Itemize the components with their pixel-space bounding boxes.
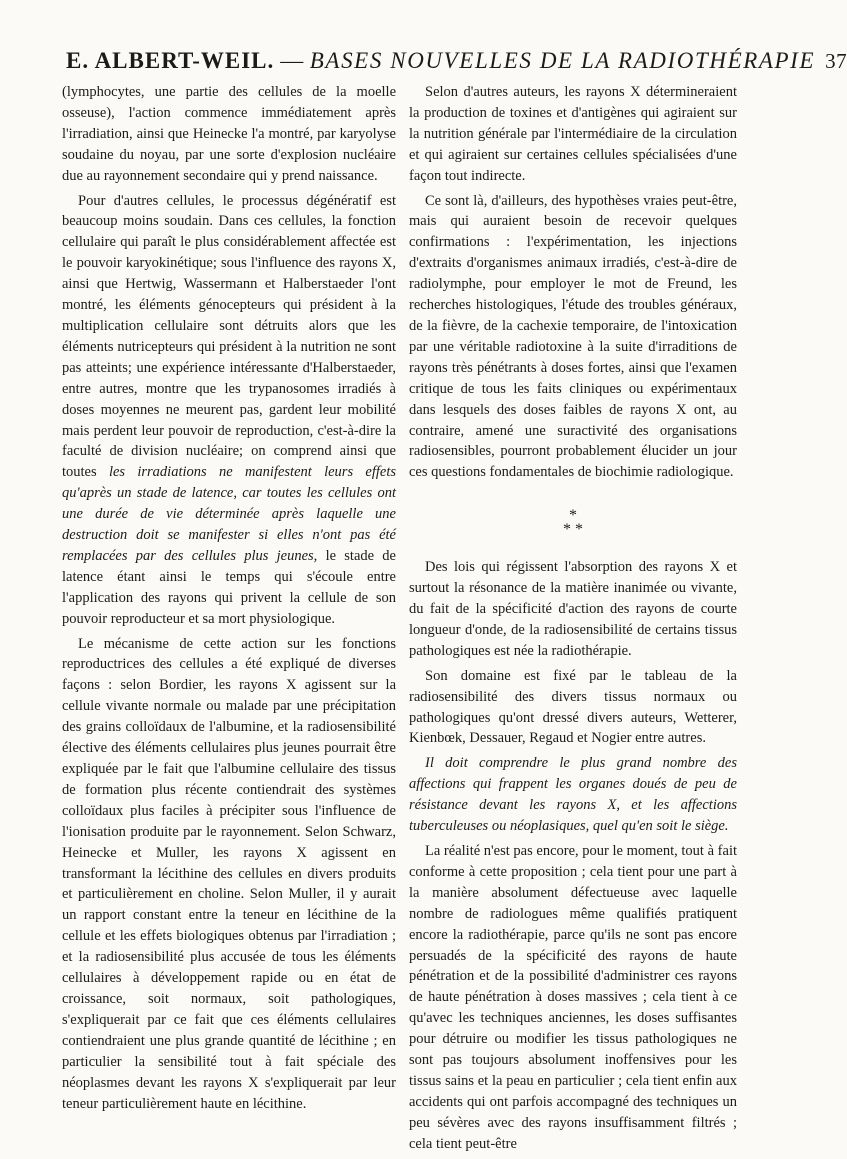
right-paragraph-4: Son domaine est fixé par le tableau de la radiosensibilité des divers tissus normaux ou pathologiques qu'ont dressé divers auteurs, Wetterer, Kienbœk, Dessauer, Regaud et Nogier entre autres. [409,667,737,747]
right-paragraph-6: La réalité n'est pas encore, pour le moment, tout à fait conforme à cette proposition ; cela tient pour une part à la manière absolument défectueuse avec laquelle nombre de radiologues même qualifiés pratiquent encore la radiothérapie, parce qu'ils ne sont pas encore persuadés de la spécificité des rayons de haute pénétration et de la possibilité d'administrer ces rayons de haute pénétration à doses massives ; cela tient à ce qu'avec les techniques anciennes, les doses suffisantes pour détruire ou modifier les tissus pathologiques ne sont pas toujours absolument inoffensives pour les tissus sains et la peau en particulier ; cela tient enfin aux accidents qui ont parfois accompagné des techniques un peu sévères avec des rayons insuffisamment filtrés ; cela tient peut-être [409,843,737,1152]
running-head [66,48,847,74]
header-author: E. ALBERT-WEIL. [66,48,275,73]
left-paragraph-2-text: Pour d'autres cellules, le processus dégénératif est beaucoup moins soudain. Dans ces cellules, la fonction cellulaire qui paraît le plus considérablement affectée est le pouvoir karyokinétique; sous l'influence des rayons X, ainsi que Hertwig, Wassermann et Halberstaeder l'ont montré, les éléments génocepteurs qui président à la multiplication cellulaire sont détruits alors que les éléments nutricepteurs qui président à la nutrition ne sont pas atteints; une expérience intéressante d'Halberstaeder, entre autres, montre que les trypanosomes irradiés à doses moyennes ne meurent pas, gardent leur mobilité mais perdent leur pouvoir de reproduction, c'est-à-dire la faculté de division nucléaire; on comprend ainsi que toutes [62,192,396,481]
asterism-top: * [569,507,577,525]
left-paragraph-2-tail: le stade de latence étant ainsi le temps qui s'écoule entre l'application des rayons qui privent la cellule de son pouvoir reproducteur et sa mort physiologique. [62,547,396,627]
right-paragraph-5-italic: Il doit comprendre le plus grand nombre des affections qui frappent les organes doués de peu de résistance devant les rayons X, et les affections tuberculeuses ou néoplasiques, quel qu'en soit le siège. [409,755,737,835]
left-paragraph-2-italic: les irradiations ne manifestent leurs effets qu'après un stade de latence, car toutes les cellules ont une durée de vie déterminée après laquelle une destruction doit se manifester si elles n'ont pas été remplacées par des cellules plus jeunes, [62,464,396,564]
page-number: 37 [825,49,847,73]
asterism-bottom: * * [563,521,583,539]
left-column [62,82,396,1118]
left-paragraph-1: (lymphocytes, une partie des cellules de la moelle osseuse), l'action commence immédiatement après l'irradiation, ainsi que Heinecke l'a montré, par karyolyse soudaine du noyau, par une sorte d'explosion nucléaire due au rayonnement secondaire qui y prend naissance. [62,84,396,184]
header-title: BASES NOUVELLES DE LA RADIOTHÉRAPIE [309,48,816,73]
header-separator: — [280,48,304,73]
right-paragraph-1: Selon d'autres auteurs, les rayons X détermineraient la production de toxines et d'antigènes qui agiraient sur la nutrition générale par l'intermédiaire de la circulation et qui agiraient sur certaines cellules spécialisées d'une façon tout indirecte. [409,84,737,184]
right-paragraph-3: Des lois qui régissent l'absorption des rayons X et surtout la résonance de la matière inanimée ou vivante, du fait de la spécificité d'action des rayons de courte longueur d'onde, de la radiosensibilité de certains tissus pathologiques est née la radiothérapie. [409,559,737,659]
right-column [409,82,737,1159]
right-paragraph-5 [409,753,737,837]
right-paragraph-2: Ce sont là, d'ailleurs, des hypothèses vraies peut-être, mais qui auraient besoin de recevoir quelques confirmations : l'expérimentation, les injections d'extraits d'organismes animaux irradiés, c'est-à-dire de radiolymphe, pour employer le mot de Freund, les recherches histologiques, l'étude des troubles généraux, de la fièvre, de la cachexie temporaire, de l'intoxication par une véritable radiotoxine à la suite d'irraditions de rayons très pénétrants à doses fortes, ainsi que l'examen critique de tous les faits cliniques ou expérimentaux dans lesquels des doses faibles de rayons X ont, au contraire, amené une suractivité des organisations radiosensibles, pourront probablement élucider un jour ces questions fondamentales de biochimie radiologique. [409,192,737,481]
section-asterism [409,509,737,537]
left-paragraph-2 [62,191,396,630]
left-paragraph-3: Le mécanisme de cette action sur les fonctions reproductrices des cellules a été expliqué de diverses façons : selon Bordier, les rayons X agissent sur la cellule vivante normale ou malade par une précipitation des grains colloïdaux de l'albumine, et la radiosensibilité élective des éléments cellulaires plus jeunes pourrait être expliquée par le fait que l'albumine cellulaire des tissus de formation plus récente contiendrait des systèmes colloïdaux plus faciles à précipiter sous l'influence de l'ionisation produite par le rayonnement. Selon Schwarz, Heinecke et Muller, les rayons X agissent en transformant la lécithine des cellules en divers produits et particulièrement en choline. Selon Muller, il y aurait un rapport constant entre la teneur en lécithine de la cellule et les effets biologiques obtenus par l'irradiation ; et la radiosensibilité plus accusée de tous les éléments cellulaires à développement rapide ou en état de croissance, soit normaux, soit pathologiques, s'expliquerait par ce fait que ces éléments cellulaires contiendraient une plus grande quantité de lécithine ; en particulier la sensibilité tout à fait spéciale des néoplasmes devant les rayons X s'expliquerait par leur teneur particulièrement haute en lécithine. [62,635,396,1112]
